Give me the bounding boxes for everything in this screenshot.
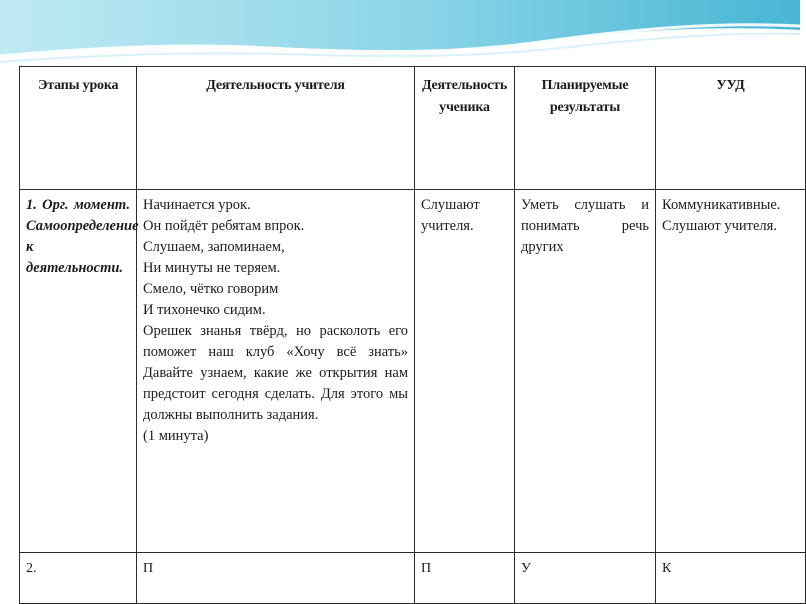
document-page <box>15 62 800 576</box>
planned-results-cell: Уметь слушать и понимать речь других <box>515 190 656 553</box>
stub-cell <box>656 553 806 604</box>
uud-cell: Коммуникативные. Слушают учителя. <box>656 190 806 553</box>
teacher-line: Ни минуты не теряем. <box>143 260 281 276</box>
teacher-activity-cell <box>137 190 415 553</box>
teacher-paragraph: Орешек знанья твёрд, но расколоть его поможет наш клуб «Хочу всё знать» Давайте узнаем, какие же открытия нам предстоит сегодня сделать. Для этого мы должны выполнить задания. <box>143 323 408 423</box>
teacher-line: Он пойдёт ребятам впрок. <box>143 218 305 234</box>
lesson-plan-table <box>19 66 806 604</box>
stub-text: П <box>143 561 154 576</box>
teacher-time: (1 минута) <box>143 428 209 444</box>
decorative-wave-header <box>0 0 800 70</box>
header-planned-results: Планируемые результаты <box>515 67 656 190</box>
table-header-row <box>20 67 806 190</box>
teacher-line: Слушаем, запоминаем, <box>143 239 285 255</box>
table-row <box>20 190 806 553</box>
stage-cell: 1. Орг. момент. Самоопределение к деятельности. <box>20 190 137 553</box>
stub-text: К <box>662 561 672 576</box>
header-uud: УУД <box>656 67 806 190</box>
header-student-activity: Деятельность ученика <box>415 67 515 190</box>
header-lesson-stages: Этапы урока <box>20 67 137 190</box>
stub-cell <box>415 553 515 604</box>
table-row <box>20 553 806 604</box>
stub-text: П <box>421 561 432 576</box>
student-activity-cell: Слушают учителя. <box>415 190 515 553</box>
stub-cell <box>137 553 415 604</box>
stub-cell <box>20 553 137 604</box>
stub-text: У <box>521 561 531 576</box>
stub-cell <box>515 553 656 604</box>
teacher-line: Начинается урок. <box>143 197 251 213</box>
header-teacher-activity: Деятельность учителя <box>137 67 415 190</box>
stub-text: 2. <box>26 561 37 576</box>
teacher-line: Смело, чётко говорим <box>143 281 279 297</box>
teacher-line: И тихонечко сидим. <box>143 302 266 318</box>
